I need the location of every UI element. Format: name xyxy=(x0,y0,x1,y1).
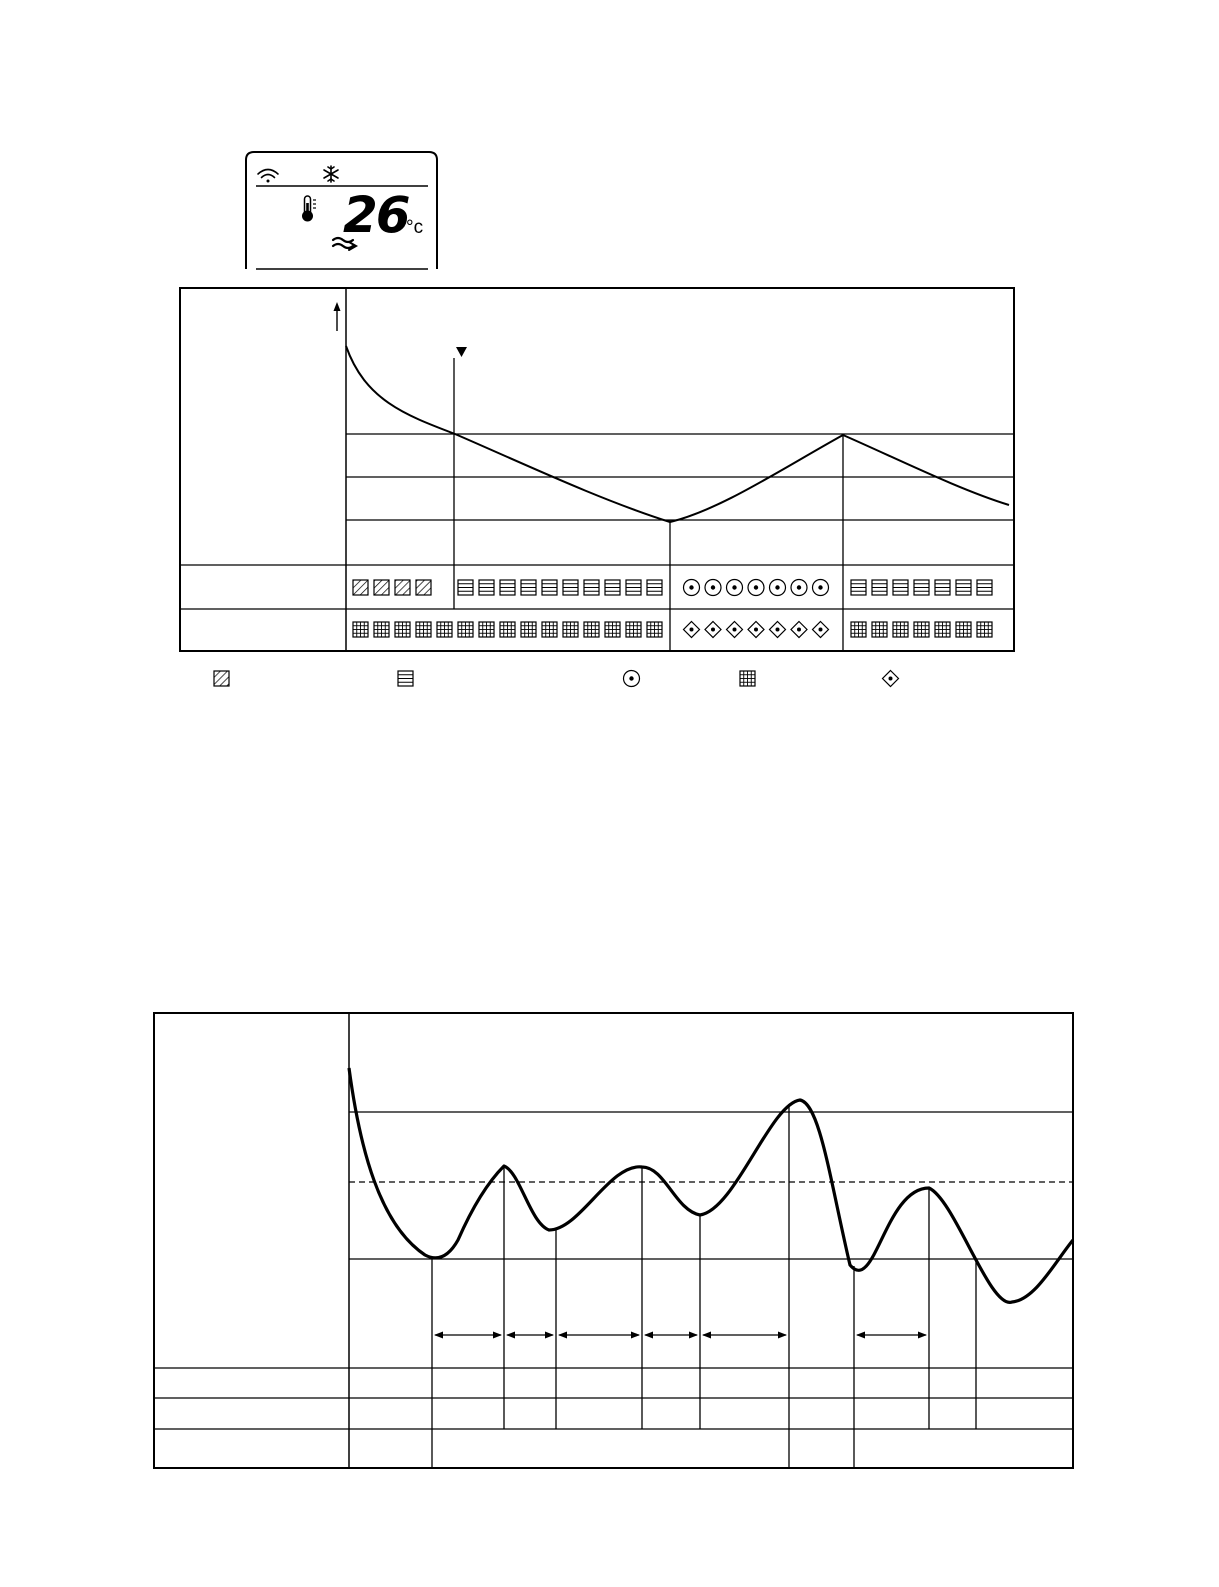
temperature-readout: 26 xyxy=(343,186,409,244)
chart1-legend xyxy=(214,671,899,687)
chart2-temperature-curve xyxy=(349,1068,1073,1302)
chart1-guides xyxy=(180,358,1014,651)
grid-block-symbol xyxy=(416,622,431,637)
fan-swing-icon xyxy=(333,238,356,250)
chart2-duration-arrows xyxy=(434,1332,927,1339)
dot-circle-symbol xyxy=(791,580,807,596)
dot-circle-symbol xyxy=(624,671,640,687)
grid-block-symbol xyxy=(353,622,368,637)
duration-arrow xyxy=(702,1332,787,1339)
snowflake-icon xyxy=(324,166,338,182)
grid-block-symbol xyxy=(500,622,515,637)
diamond-dot-symbol xyxy=(684,622,700,638)
grid-block-symbol xyxy=(647,622,662,637)
thermometer-icon xyxy=(302,196,316,222)
dot-circle-symbol xyxy=(684,580,700,596)
lines-block-symbol xyxy=(977,580,992,595)
chart2 xyxy=(154,1013,1073,1468)
lines-block-symbol xyxy=(893,580,908,595)
temperature-unit: °c xyxy=(406,217,424,238)
grid-block-symbol xyxy=(437,622,452,637)
dot-circle-symbol xyxy=(813,580,829,596)
triangle-down-icon xyxy=(456,347,467,357)
duration-arrow xyxy=(434,1332,502,1339)
grid-block-symbol xyxy=(458,622,473,637)
chart1 xyxy=(180,288,1014,687)
grid-block-symbol xyxy=(626,622,641,637)
diamond-dot-symbol xyxy=(791,622,807,638)
lines-block-symbol xyxy=(851,580,866,595)
grid-block-symbol xyxy=(605,622,620,637)
grid-block-symbol xyxy=(872,622,887,637)
lines-block-symbol xyxy=(584,580,599,595)
remote-display xyxy=(246,152,437,269)
diamond-dot-symbol xyxy=(883,671,899,687)
lines-block-symbol xyxy=(872,580,887,595)
chart2-phase-dividers xyxy=(432,1104,976,1468)
grid-block-symbol xyxy=(851,622,866,637)
duration-arrow xyxy=(856,1332,927,1339)
hatched-block-symbol xyxy=(374,580,389,595)
dot-circle-symbol xyxy=(727,580,743,596)
lines-block-symbol xyxy=(398,671,413,686)
lines-block-symbol xyxy=(647,580,662,595)
chart2-frame xyxy=(154,1013,1073,1468)
lines-block-symbol xyxy=(542,580,557,595)
grid-block-symbol xyxy=(542,622,557,637)
grid-block-symbol xyxy=(893,622,908,637)
lines-block-symbol xyxy=(626,580,641,595)
wifi-icon xyxy=(258,170,278,183)
lines-block-symbol xyxy=(479,580,494,595)
lines-block-symbol xyxy=(956,580,971,595)
hatched-block-symbol xyxy=(353,580,368,595)
hatched-block-symbol xyxy=(416,580,431,595)
duration-arrow xyxy=(506,1332,554,1339)
lines-block-symbol xyxy=(914,580,929,595)
diamond-dot-symbol xyxy=(770,622,786,638)
lines-block-symbol xyxy=(935,580,950,595)
temperature-axis-arrow xyxy=(334,302,341,331)
hatched-block-symbol xyxy=(395,580,410,595)
grid-block-symbol xyxy=(563,622,578,637)
chart1-frame xyxy=(180,288,1014,651)
grid-block-symbol xyxy=(395,622,410,637)
duration-arrow xyxy=(558,1332,640,1339)
chart2-guides xyxy=(154,1112,1073,1429)
diamond-dot-symbol xyxy=(813,622,829,638)
grid-block-symbol xyxy=(740,671,755,686)
diamond-dot-symbol xyxy=(705,622,721,638)
chart1-fan-speed-row xyxy=(353,580,992,596)
diamond-dot-symbol xyxy=(748,622,764,638)
diamond-dot-symbol xyxy=(727,622,743,638)
duration-arrow xyxy=(644,1332,698,1339)
dot-circle-symbol xyxy=(705,580,721,596)
grid-block-symbol xyxy=(479,622,494,637)
grid-block-symbol xyxy=(521,622,536,637)
grid-block-symbol xyxy=(584,622,599,637)
lines-block-symbol xyxy=(605,580,620,595)
grid-block-symbol xyxy=(977,622,992,637)
grid-block-symbol xyxy=(374,622,389,637)
grid-block-symbol xyxy=(956,622,971,637)
chart1-compressor-row xyxy=(353,622,992,638)
lines-block-symbol xyxy=(500,580,515,595)
dot-circle-symbol xyxy=(770,580,786,596)
lines-block-symbol xyxy=(563,580,578,595)
lines-block-symbol xyxy=(521,580,536,595)
hatched-block-symbol xyxy=(214,671,229,686)
lines-block-symbol xyxy=(458,580,473,595)
grid-block-symbol xyxy=(935,622,950,637)
grid-block-symbol xyxy=(914,622,929,637)
dot-circle-symbol xyxy=(748,580,764,596)
